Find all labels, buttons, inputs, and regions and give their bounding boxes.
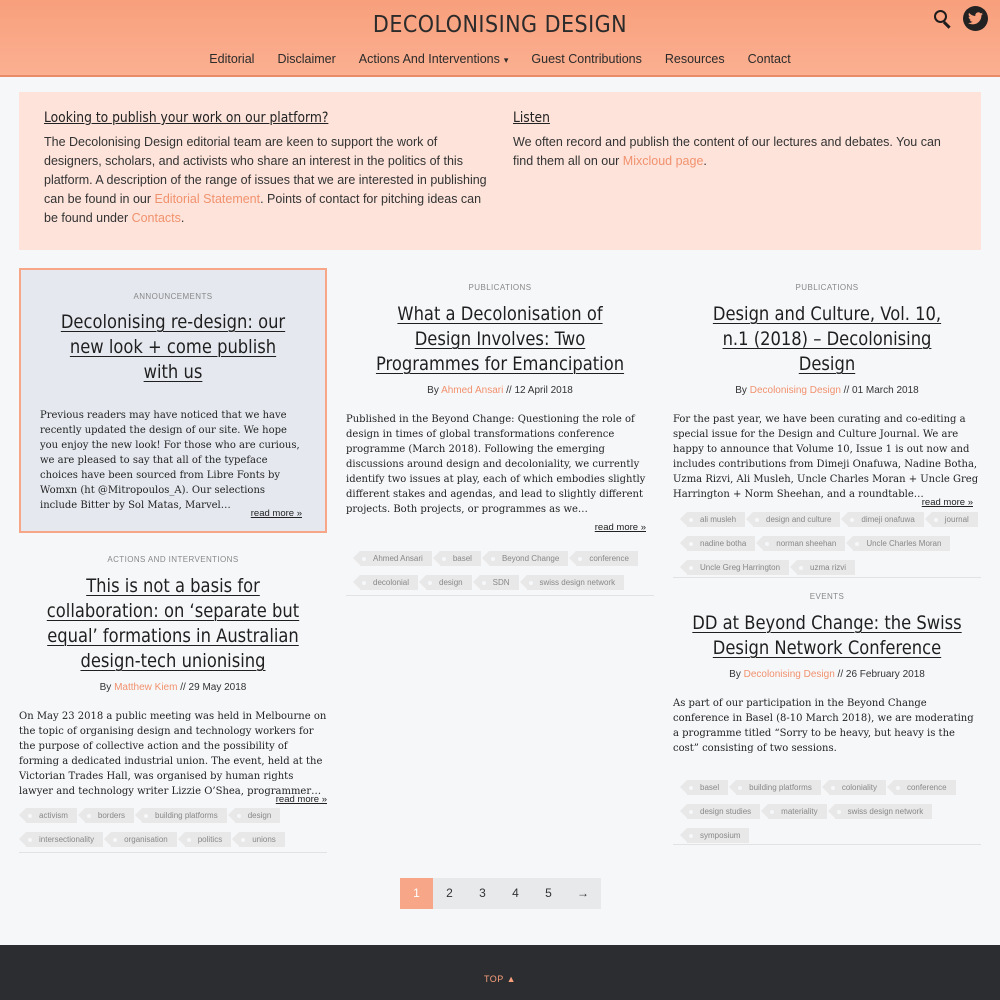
post-title[interactable]: Design and Culture, Vol. 10, n.1 (2018) – Decolonising Design [712,303,942,375]
tag-link[interactable]: design [235,808,281,823]
tag-link[interactable]: basel [440,551,481,566]
page-3-button[interactable]: 3 [466,878,499,909]
contacts-link[interactable]: Contacts [131,211,181,225]
nav-actions-label: Actions And Interventions [358,52,500,66]
tag-list [360,548,654,596]
tag-link[interactable]: ali musleh [687,512,745,527]
nav-actions-and-interventions[interactable] [347,52,520,66]
tag-link[interactable]: dimeji onafuwa [848,512,923,527]
tag-link[interactable]: borders [85,808,134,823]
post-byline: By Decolonising Design // 26 February 2018 [729,669,925,680]
next-page-button[interactable]: → [565,878,601,909]
info-panel [19,92,981,250]
tag-link[interactable]: coloniality [829,780,886,795]
author-link[interactable]: Decolonising Design [743,669,835,680]
chevron-down-icon: ▾ [503,55,509,65]
tag-link[interactable]: SDN [480,575,519,590]
tag-link[interactable]: norman sheehan [763,536,845,551]
read-more-link[interactable]: read more » [594,522,646,533]
tag-list [687,509,987,581]
tag-link[interactable]: Ahmed Ansari [360,551,432,566]
pagination [400,878,601,909]
tag-link[interactable]: decolonial [360,575,418,590]
post-category[interactable]: ANNOUNCEMENTS [133,292,213,301]
site-header [0,0,1000,77]
post-category[interactable]: PUBLICATIONS [468,283,532,292]
post-byline: By Matthew Kiem // 29 May 2018 [99,682,247,693]
tag-link[interactable]: unions [239,832,285,847]
tag-link[interactable]: design studies [687,804,760,819]
page-5-button[interactable]: 5 [532,878,565,909]
page-2-button[interactable]: 2 [433,878,466,909]
featured-post-card [19,268,327,533]
site-title[interactable]: DECOLONISING DESIGN [372,12,628,38]
twitter-icon[interactable] [963,6,988,31]
nav-disclaimer[interactable]: Disclaimer [277,52,336,66]
tag-link[interactable]: Beyond Change [489,551,568,566]
post-byline: By Decolonising Design // 01 March 2018 [735,385,919,396]
tag-link[interactable]: Uncle Charles Moran [853,536,950,551]
site-footer [0,945,1000,1000]
tag-link[interactable]: conference [894,780,956,795]
divider [19,852,327,853]
tag-link[interactable]: basel [687,780,728,795]
editorial-statement-link[interactable]: Editorial Statement [154,192,261,206]
post-excerpt: Previous readers may have noticed that we have recently updated the design of our site. We hope you enjoy the new look! For those who are curious, we are pleased to say that all of the typeface choices have been sourced from Libre Fonts by Womxn (ht @Mitropoulos_A). Our selections include Bitter by Sol Matas, Marvel… [40,410,300,511]
post-card [673,592,981,756]
nav-resources[interactable]: Resources [664,52,725,66]
listen-text: We often record and publish the content of our lectures and debates. You can find them all on our Mixcloud page. [513,135,941,168]
post-category[interactable]: EVENTS [809,592,845,601]
page-4-button[interactable]: 4 [499,878,532,909]
listen-heading: Listen [513,110,550,126]
tag-list [687,777,987,849]
post-byline: By Ahmed Ansari // 12 April 2018 [427,385,573,396]
read-more-link[interactable]: read more » [921,497,973,508]
tag-link[interactable]: design and culture [753,512,840,527]
search-icon[interactable] [933,9,953,29]
tag-list [26,805,326,853]
read-more-link[interactable]: read more » [250,508,302,519]
tag-link[interactable]: swiss design network [527,575,625,590]
back-to-top-link[interactable]: TOP ▲ [483,974,517,984]
post-title[interactable]: This is not a basis for collaboration: on ‘separate but equal’ formations in Australian design-tech unionising [46,575,300,672]
page-1-button[interactable]: 1 [400,878,433,909]
post-excerpt: For the past year, we have been curating and co-editing a special issue for the Design and Culture Journal. We are happy to announce that Volume 10, Issue 1 is out now and includes contributions from Dimeji Onafuwa, Nadine Botha, Uzma Rizvi, Ali Musleh, Uncle Charles Moran + Uncle Greg Harrington + Norm Sheehan, and a roundtable… [673,414,979,500]
author-link[interactable]: Matthew Kiem [114,682,178,693]
tag-link[interactable]: organisation [111,832,177,847]
author-link[interactable]: Ahmed Ansari [441,385,504,396]
nav-guest-contributions[interactable]: Guest Contributions [531,52,642,66]
tag-link[interactable]: activism [26,808,77,823]
tag-link[interactable]: politics [185,832,231,847]
tag-link[interactable]: Uncle Greg Harrington [687,560,789,575]
post-title[interactable]: What a Decolonisation of Design Involves: Two Programmes for Emancipation [375,303,625,375]
nav-editorial[interactable]: Editorial [209,52,255,66]
tag-link[interactable]: design [426,575,472,590]
publish-heading: Looking to publish your work on our platform? [44,110,329,126]
read-more-link[interactable]: read more » [275,794,327,805]
post-title[interactable]: DD at Beyond Change: the Swiss Design Network Conference [692,612,962,659]
tag-link[interactable]: building platforms [142,808,227,823]
post-excerpt: On May 23 2018 a public meeting was held in Melbourne on the topic of organising design and technology workers for the purpose of collective action and the possibility of forming a dedicated industrial union. The event, held at the Victorian Trades Hall, was organised by human rights lawyer and technology writer Lizzie O’Shea, programmer… [19,711,327,797]
post-category[interactable]: ACTIONS AND INTERVENTIONS [107,555,239,564]
post-card [673,283,981,510]
listen-section [513,110,953,171]
tag-link[interactable]: journal [932,512,978,527]
tag-link[interactable]: nadine botha [687,536,755,551]
author-link[interactable]: Decolonising Design [749,385,841,396]
main-nav [0,52,1000,66]
tag-link[interactable]: conference [576,551,638,566]
tag-link[interactable]: symposium [687,828,749,843]
tag-link[interactable]: uzma rizvi [797,560,855,575]
divider [673,577,981,578]
publish-text: The Decolonising Design editorial team are keen to support the work of designers, scholars, and activists who share an interest in the politics of this platform. A description of the range of issues that we are interested in publishing can be found in our Editorial Statement. Points of contact for pitching ideas can be found under Contacts. [44,135,487,225]
post-excerpt: As part of our participation in the Beyond Change conference in Basel (8-10 March 2018), we are moderating a programme titled “Sorry to be heavy, but heavy is the cost” consisting of two sessions. [673,698,974,754]
post-excerpt: Published in the Beyond Change: Questioning the role of design in times of global transformations conference programme (March 2018). Following the emerging discussions around design and decoloniality, we currently identify two issues at play, each of which embodies slightly different stakes and agendas, and lead to slightly different projects. Both projects, or programmes as we… [346,414,646,515]
mixcloud-link[interactable]: Mixcloud page [622,154,704,168]
divider [673,844,981,845]
nav-contact[interactable]: Contact [747,52,791,66]
tag-link[interactable]: swiss design network [835,804,933,819]
publish-section [44,110,489,228]
post-title[interactable]: Decolonising re-design: our new look + come publish with us [60,311,286,383]
tag-link[interactable]: intersectionality [26,832,103,847]
tag-link[interactable]: building platforms [736,780,821,795]
post-category[interactable]: PUBLICATIONS [795,283,859,292]
tag-link[interactable]: materiality [768,804,826,819]
post-card [346,283,654,535]
divider [346,595,654,596]
post-card [19,555,327,807]
